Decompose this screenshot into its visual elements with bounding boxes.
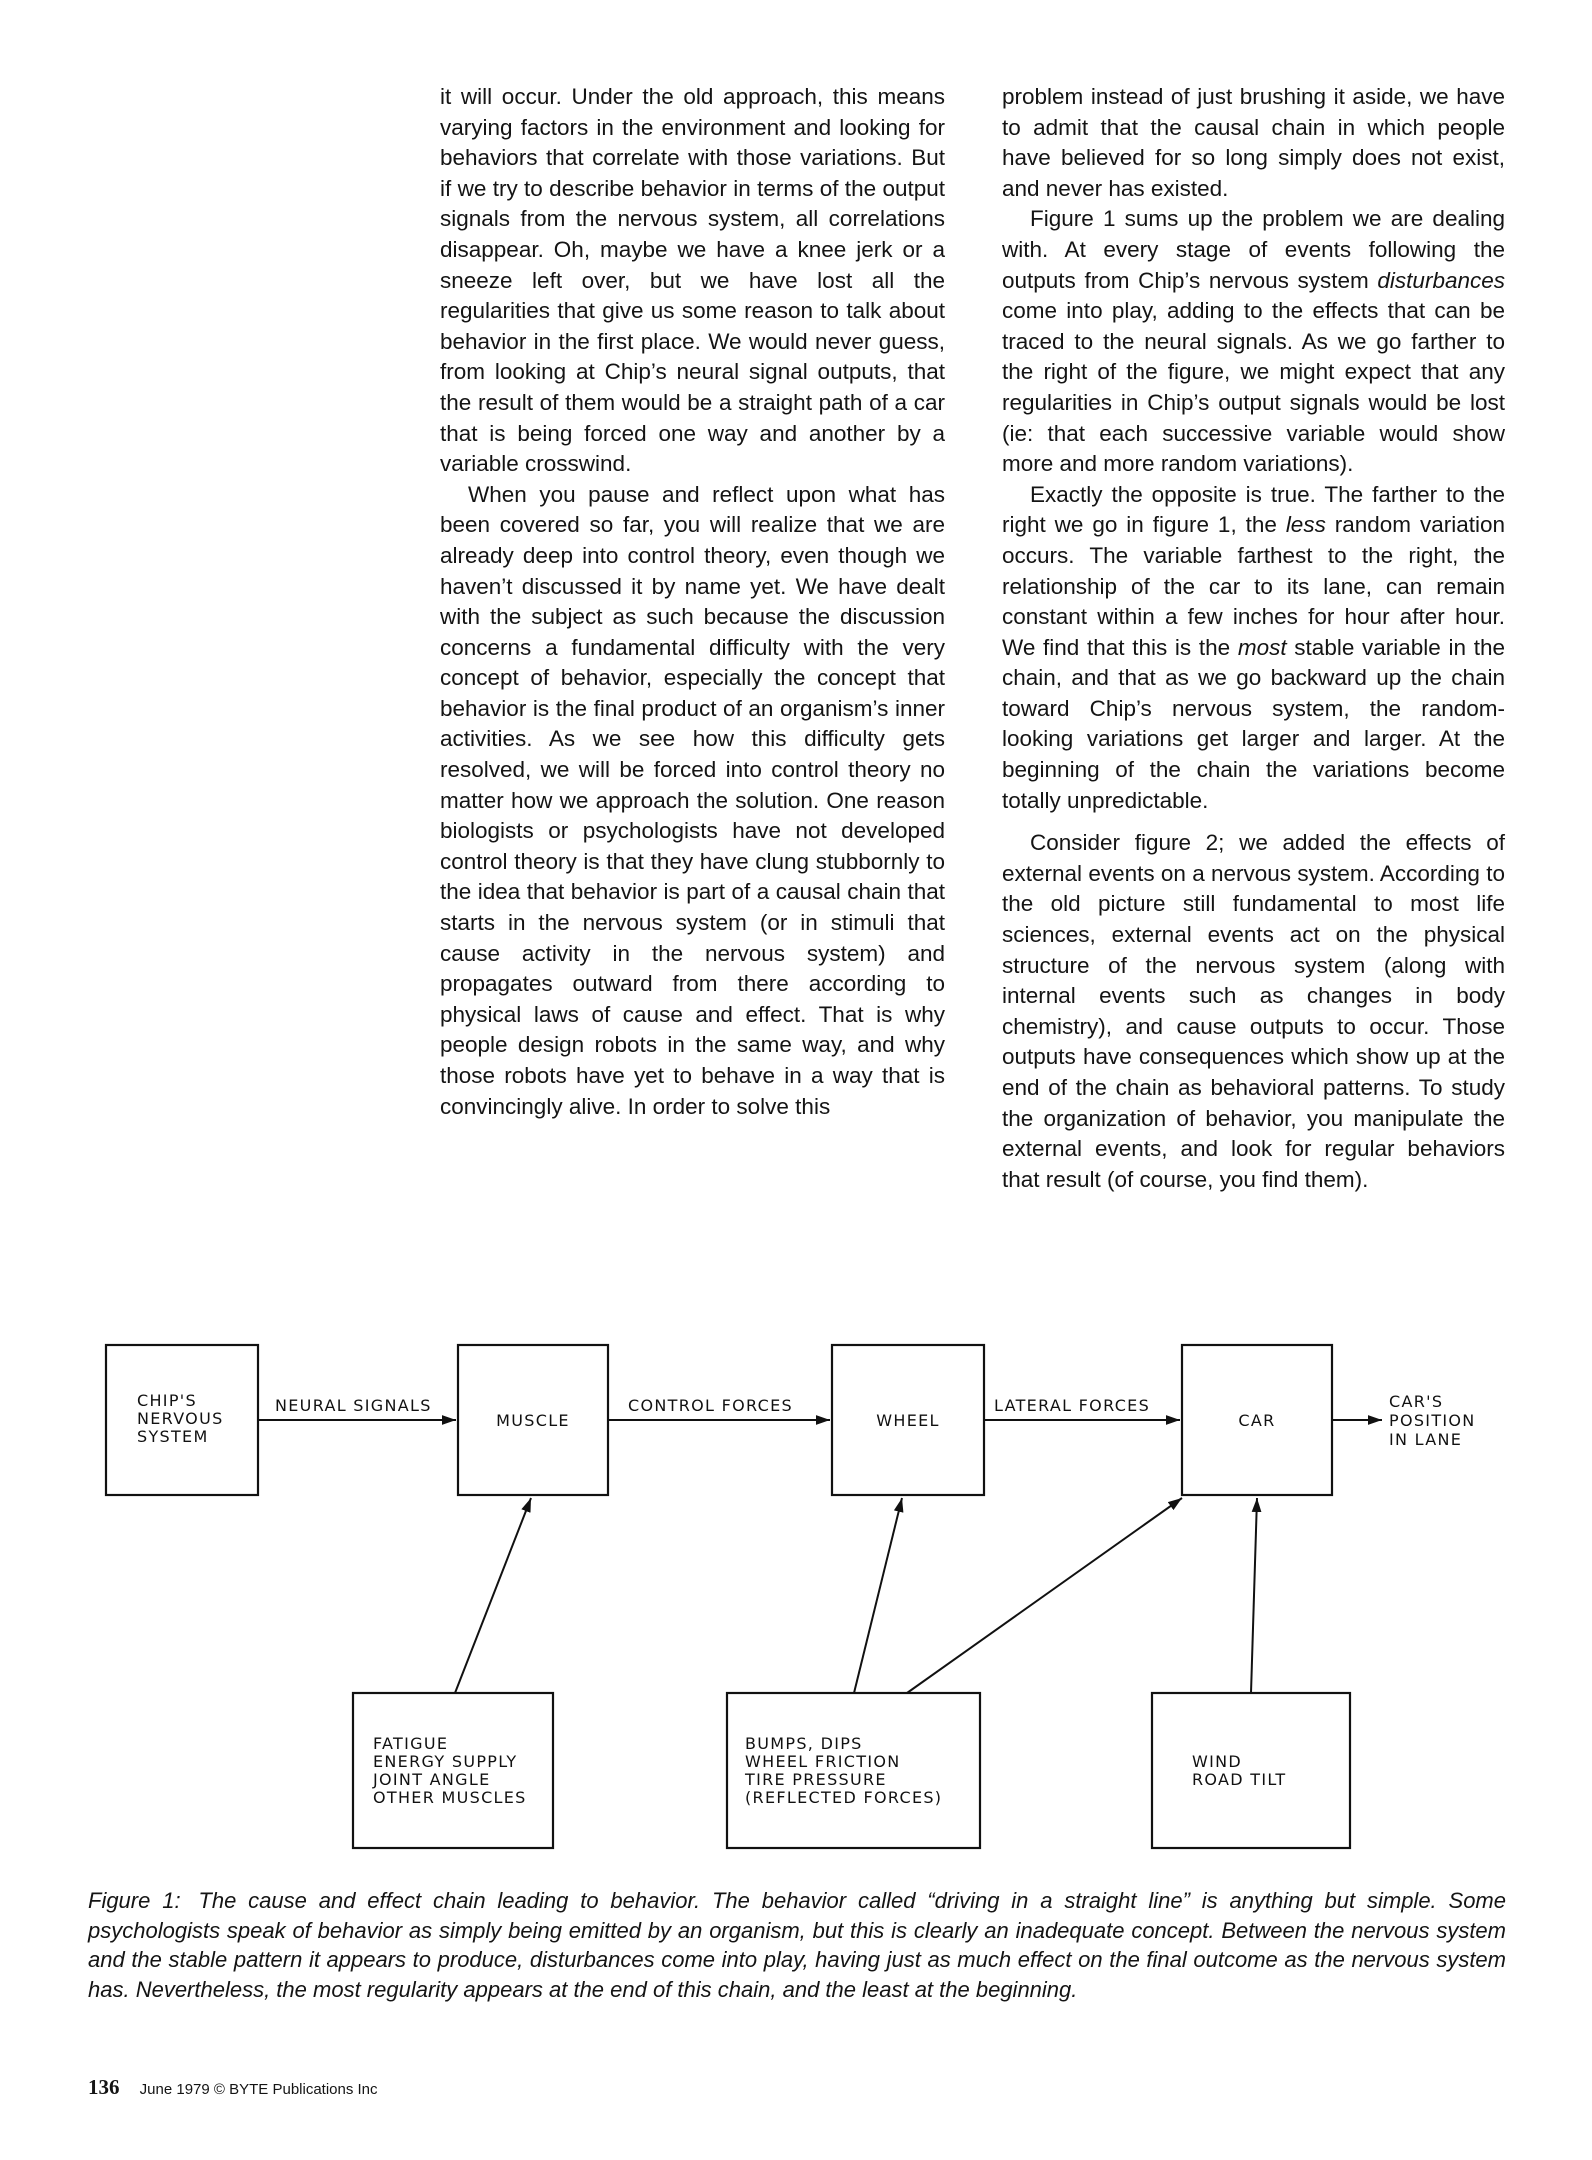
caption-text: The cause and effect chain leading to behavior. The behavior called “driving in a straight line” is anything but simple. Some psychologists speak of behavior as simply being emitted by an organism, but this is clearly an inadequate concept. Between the nervous system and the stable pattern it appears to produce, disturbances come into play, having just as much effect on the final outcome as the nervous system has. Nevertheless, the most regularity appears at the end of this chain, and the least at the beginning.	[88, 1888, 1506, 2002]
right-column	[1002, 82, 1505, 1195]
label-car-position: CAR'S POSITION IN LANE	[1389, 1392, 1476, 1449]
label-neural-signals: NEURAL SIGNALS	[275, 1396, 432, 1415]
label-lateral-forces: LATERAL FORCES	[994, 1396, 1151, 1415]
paragraph: Consider figure 2; we added the effects of external events on a nervous system. According to the old picture still fundamental to most life sciences, external events act on the physical structure of the nervous system (along with internal events such as changes in body chemistry), and cause outputs to occur. Those outputs have consequences which show up at the end of the chain as behavioral patterns. To study the organization of behavior, you manipulate the external events, and look for regular behaviors that result (of course, you find them).	[1002, 830, 1505, 1192]
label-wheel: WHEEL	[876, 1411, 940, 1430]
page-footer	[88, 2075, 378, 2100]
paragraph: problem instead of just brushing it aside, we have to admit that the causal chain in which people have believed for so long simply does not exist, and never has existed.	[1002, 84, 1505, 201]
arrow-wind-to-car	[1251, 1498, 1257, 1693]
label-wind: WIND ROAD TILT	[1192, 1752, 1287, 1789]
label-car: CAR	[1238, 1411, 1276, 1430]
paragraph: it will occur. Under the old approach, this means varying factors in the environment and looking for behaviors that correlate with those variations. But if we try to describe behavior in terms of the output signals from the nervous system, all correlations disappear. Oh, maybe we have a knee jerk or a sneeze left over, but we have lost all the regularities that give us some reason to talk about behavior in the first place. We would never guess, from looking at Chip’s neural signal outputs, that the result of them would be a straight path of a car that is being forced one way and another by a variable crosswind.	[440, 84, 945, 477]
label-fatigue: FATIGUE ENERGY SUPPLY JOINT ANGLE OTHER MUSCLES	[373, 1734, 527, 1807]
label-control-forces: CONTROL FORCES	[628, 1396, 793, 1415]
caption-label: Figure 1:	[88, 1888, 181, 1913]
figure-1-diagram	[0, 1320, 1592, 1880]
page-number: 136	[88, 2075, 120, 2099]
paragraph: Figure 1 sums up the problem we are dealing with. At every stage of events following the outputs from Chip’s nervous system disturbances come into play, adding to the effects that can be traced to the neural signals. As we go farther to the right of the figure, we might expect that any regularities in Chip’s output signals would be lost (ie: that each successive variable would show more and more random variations).	[1002, 206, 1505, 477]
paragraph: When you pause and reflect upon what has been covered so far, you will realize that we are already deep into control theory, even though we haven’t discussed it by name yet. We have dealt with the subject as such because the discussion concerns a fundamental difficulty with the very concept of behavior, especially the concept that behavior is the final product of an organism’s inner activities. As we see how this difficulty gets resolved, we will be forced into control theory no matter how we approach the solution. One reason biologists or psychologists have not developed control theory is that they have clung stubbornly to the idea that behavior is part of a causal chain that starts in the nervous system (or in stimuli that cause activity in the nervous system) and propagates outward from there according to physical laws of cause and effect. That is why people design robots in the same way, and why those robots have yet to behave in a way that is convincingly alive. In order to solve this	[440, 481, 945, 1119]
paragraph: Exactly the opposite is true. The farther to the right we go in figure 1, the less random variation occurs. The variable farthest to the right, the relationship of the car to its lane, can remain constant within a few inches for hour after hour. We find that this is the most stable variable in the chain, and that as we go backward up the chain toward Chip’s nervous system, the random-looking variations get larger and larger. At the beginning of the chain the variations become totally unpredictable.	[1002, 481, 1505, 813]
publication-info: June 1979 © BYTE Publications Inc	[139, 2081, 378, 2098]
label-nervous-system: CHIP'S NERVOUS SYSTEM	[137, 1391, 224, 1446]
label-bumps: BUMPS, DIPS WHEEL FRICTION TIRE PRESSURE (REFLECTED FORCES)	[745, 1734, 943, 1807]
arrow-bumps-to-car	[907, 1498, 1182, 1693]
figure-caption	[88, 1886, 1506, 2004]
label-muscle: MUSCLE	[496, 1411, 570, 1430]
left-column	[440, 82, 945, 1122]
arrow-fatigue-to-muscle	[455, 1498, 531, 1693]
arrow-bumps-to-wheel	[854, 1498, 902, 1693]
